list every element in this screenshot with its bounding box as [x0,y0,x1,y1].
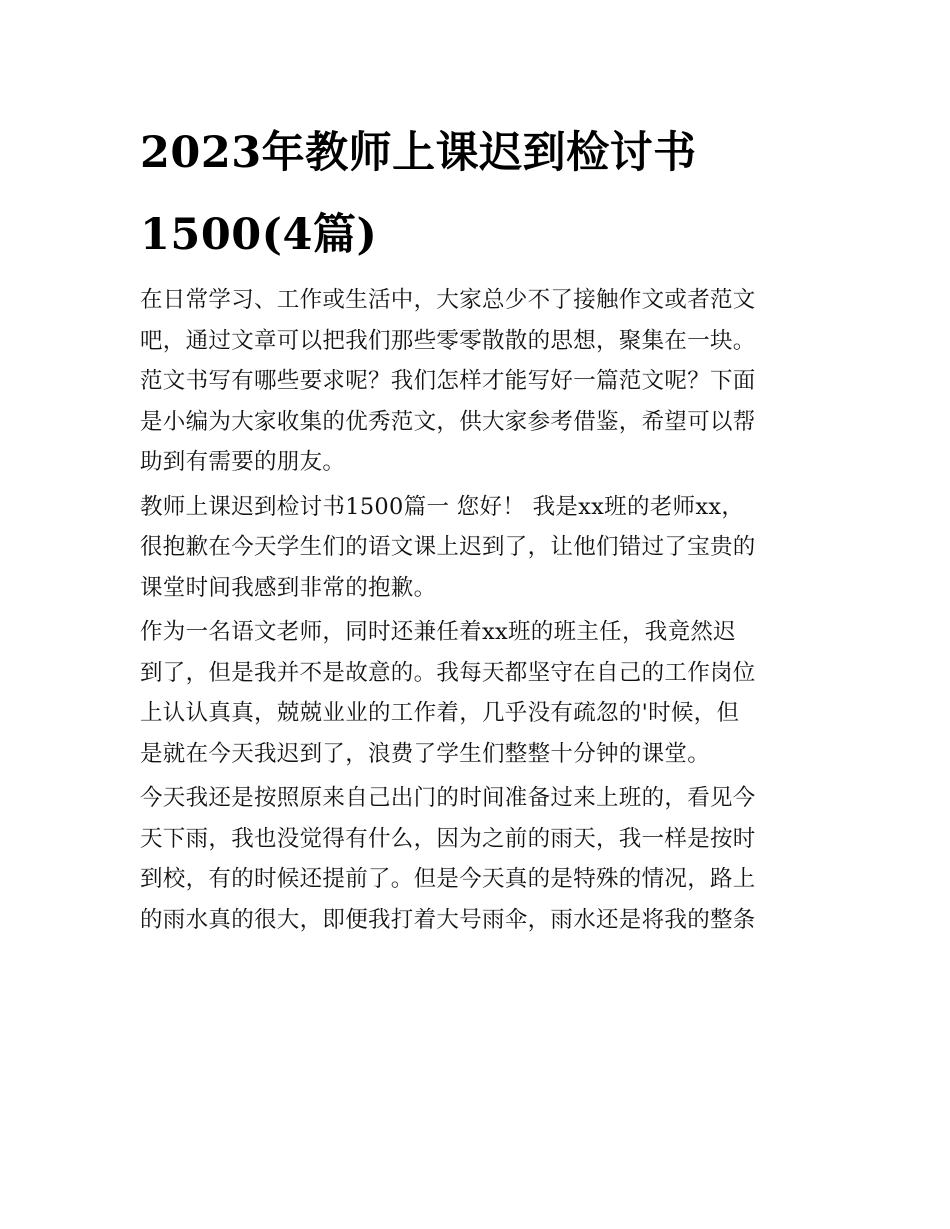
paragraph-reason [140,778,815,940]
document-title [140,112,820,276]
title-line-1: 2023年教师上课迟到检讨书 [140,128,697,178]
text-line: 上认认真真，兢兢业业的工作着，几乎没有疏忽的'时候，但 [140,700,740,726]
text-line: 今天我还是按照原来自己出门的时间准备过来上班的，看见今 [140,785,756,811]
paragraph-role [140,612,815,774]
text-line: 教师上课迟到检讨书1500篇一 您好！ 我是xx班的老师xx， [140,493,745,520]
text-line: 到了，但是我并不是故意的。我每天都坚守在自己的工作岗位 [140,659,756,686]
text-line: 作为一名语文老师，同时还兼任着xx班的班主任，我竟然迟 [140,619,736,645]
text-line: 到校，有的时候还提前了。但是今天真的是特殊的情况，路上 [140,866,756,892]
paragraph-intro [140,280,815,483]
paragraph-greeting [140,487,815,609]
text-line: 的雨水真的很大，即便我打着大号雨伞，雨水还是将我的整条 [140,906,756,933]
title-line-2: 1500(4篇) [140,210,378,260]
text-line: 天下雨，我也没觉得有什么，因为之前的雨天，我一样是按时 [140,825,756,852]
text-line: 助到有需要的朋友。 [140,449,346,475]
document-body [140,280,815,940]
text-line: 是小编为大家收集的优秀范文，供大家参考借鉴，希望可以帮 [140,408,756,435]
text-line: 是就在今天我迟到了，浪费了学生们整整十分钟的课堂。 [140,740,711,767]
text-line: 吧，通过文章可以把我们那些零零散散的思想，聚集在一块。 [140,327,756,354]
text-line: 在日常学习、工作或生活中，大家总少不了接触作文或者范文 [140,287,756,313]
text-line: 课堂时间我感到非常的抱歉。 [140,574,437,601]
text-line: 范文书写有哪些要求呢？我们怎样才能写好一篇范文呢？下面 [140,368,756,394]
text-line: 很抱歉在今天学生们的语文课上迟到了，让他们错过了宝贵的 [140,534,756,560]
